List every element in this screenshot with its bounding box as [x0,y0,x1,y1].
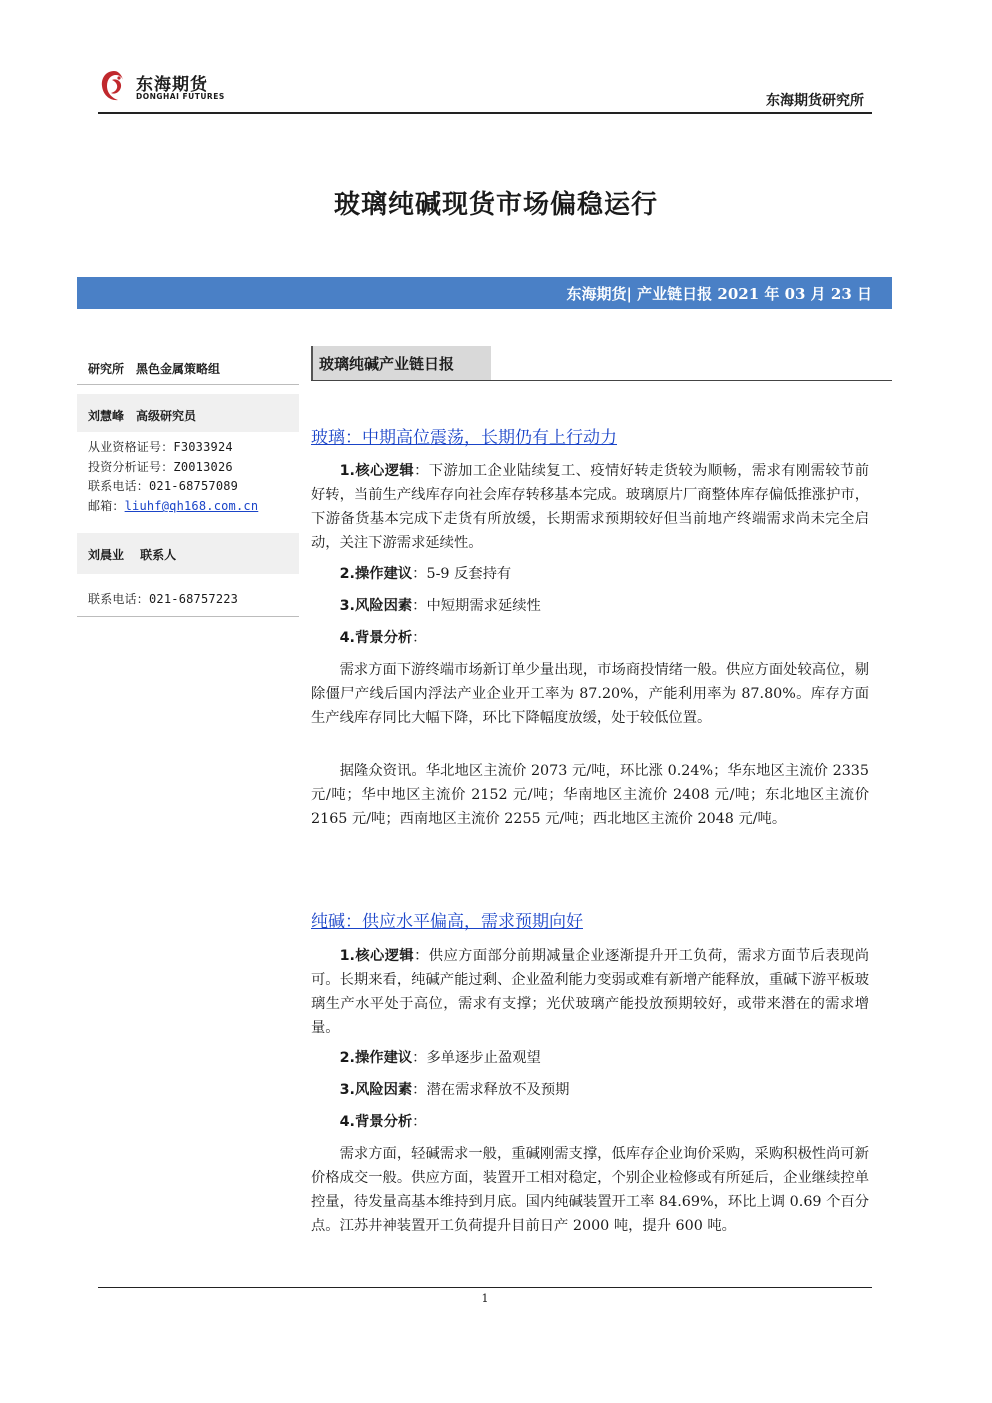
soda-bg-colon: ： [412,1114,427,1130]
header-divider [98,112,872,114]
logo-english-text: DONGHAI FUTURES [136,92,225,101]
soda-background-heading [311,1110,869,1134]
soda-advice [311,1046,869,1070]
glass-advice-text: ：5-9 反套持有 [412,566,512,582]
sidebar-email-label: 邮箱： [88,499,125,513]
soda-advice-text: ：多单逐步止盈观望 [412,1050,541,1066]
glass-background-para1: 需求方面下游终端市场新订单少量出现，市场商投情绪一般。供应方面处较高位，剔除僵尸产线后国内浮法产业企业开工率为 87.20%，产能利用率为 87.80%。库存方面生产线库存同比大幅下降，环比下降幅度放缓，处于较低位置。 [311,662,869,726]
company-logo [98,66,238,106]
report-banner [77,277,892,309]
soda-advice-label: 2.操作建议 [339,1050,413,1066]
footer-divider [98,1287,872,1288]
sidebar-dept: 研究所 黑色金属策略组 [88,362,221,376]
sidebar-divider [77,384,299,385]
glass-logic-text: ：下游加工企业陆续复工、疫情好转走货较为顺畅，需求有刚需较节前好转，当前生产线库存向社会库存转移基本完成。玻璃原片厂商整体库存偏低推涨护市，下游备货基本完成下走货有所放缓，长期需求预期较好但当前地产终端需求尚未完全启动，关注下游需求延续性。 [311,463,869,551]
sidebar-email-link[interactable]: liuhf@qh168.com.cn [124,499,259,513]
soda-section-title[interactable]: 纯碱：供应水平偏高，需求预期向好 [311,912,583,932]
report-type-label: 玻璃纯碱产业链日报 [319,355,455,373]
soda-risk-text: ：潜在需求释放不及预期 [412,1082,570,1098]
logo-chinese-text: 东海期货 [136,75,208,95]
sidebar-phone1: 联系电话：021-68757089 [88,479,239,493]
soda-bg-label: 4.背景分析 [339,1114,413,1130]
sidebar-bottom-divider [77,616,299,617]
sidebar-phone2: 联系电话：021-68757223 [88,592,239,606]
soda-core-logic [311,944,869,1040]
report-type-tag [311,346,491,380]
sidebar-qualification: 从业资格证号：F3033924 [88,440,233,454]
glass-risk-text: ：中短期需求延续性 [412,598,541,614]
soda-risk [311,1078,869,1102]
dragon-logo-icon [98,68,130,104]
glass-background-heading [311,626,869,650]
glass-advice [311,562,869,586]
page-title: 玻璃纯碱现货市场偏稳运行 [333,190,658,220]
header-org: 东海期货研究所 [766,93,864,109]
glass-background-para2: 据隆众资讯。华北地区主流价 2073 元/吨，环比涨 0.24%；华东地区主流价 2335 元/吨；华中地区主流价 2152 元/吨；华南地区主流价 2408 元/吨；东北地区主流价 2165 元/吨；西南地区主流价 2255 元/吨；西北地区主流价 2048 元/吨。 [311,763,869,827]
glass-logic-label: 1.核心逻辑 [339,463,415,479]
glass-section-title[interactable]: 玻璃：中期高位震荡，长期仍有上行动力 [311,428,617,448]
sidebar-invest-cert: 投资分析证号：Z0013026 [88,460,233,474]
sidebar-email-row [88,497,258,514]
glass-risk-label: 3.风险因素 [339,598,413,614]
glass-core-logic [311,459,869,555]
soda-background-para1: 需求方面，轻碱需求一般，重碱刚需支撑，低库存企业询价采购，采购积极性尚可新价格成交一般。供应方面，装置开工相对稳定，个别企业检修或有所延后，企业继续控单控量，待发量高基本维持到月底。国内纯碱装置开工率 84.69%，环比上调 0.69 个百分点。江苏井神装置开工负荷提升目前日产 2000 吨，提升 600 吨。 [311,1146,869,1234]
glass-advice-label: 2.操作建议 [339,566,413,582]
sidebar-analyst1: 刘慧峰 高级研究员 [88,409,197,423]
tag-divider [311,380,892,381]
banner-text: 东海期货| 产业链日报 2021 年 03 月 23 日 [566,285,872,303]
soda-risk-label: 3.风险因素 [339,1082,413,1098]
glass-bg-label: 4.背景分析 [339,630,413,646]
glass-risk [311,594,869,618]
page-number: 1 [481,1292,489,1305]
soda-logic-label: 1.核心逻辑 [339,948,415,964]
soda-logic-text: ：供应方面部分前期减量企业逐渐提升开工负荷，需求方面节后表现尚可。长期来看，纯碱产能过剩、企业盈利能力变弱或难有新增产能释放，重碱下游平板玻璃生产水平处于高位，需求有支撑；光伏玻璃产能投放预期较好，或带来潜在的需求增量。 [311,948,869,1036]
glass-bg-colon: ： [412,630,427,646]
sidebar-analyst2: 刘晨业 联系人 [88,548,177,562]
